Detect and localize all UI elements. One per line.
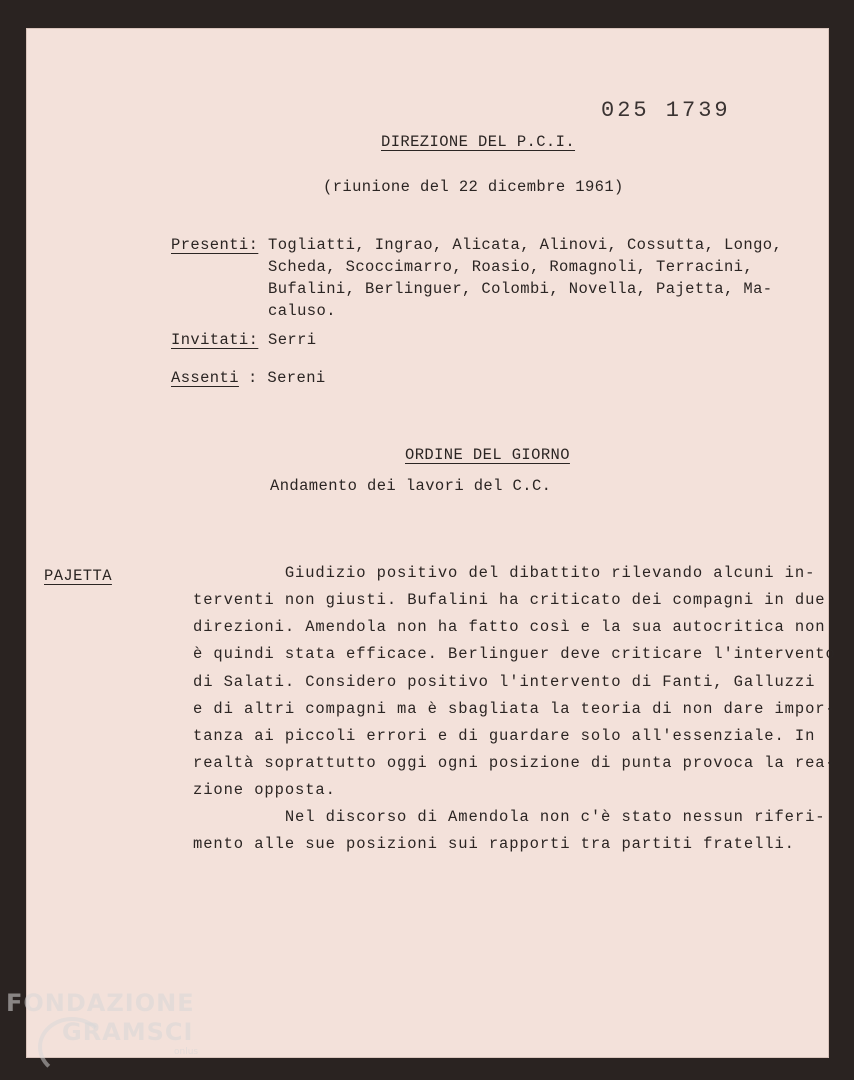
body-line: zione opposta. [193, 781, 336, 799]
body-line: terventi non giusti. Bufalini ha criticato dei compagni in due [193, 591, 826, 609]
agenda-item: Andamento dei lavori del C.C. [270, 477, 552, 495]
body-line: di Salati. Considero positivo l'intervento di Fanti, Galluzzi [193, 673, 816, 691]
meeting-date: (riunione del 22 dicembre 1961) [323, 178, 624, 196]
presenti-line: Bufalini, Berlinguer, Colombi, Novella, Pajetta, Ma- [268, 280, 773, 298]
speaker-name: PAJETTA [44, 567, 112, 585]
assenti-value: : Sereni [248, 369, 326, 387]
assenti-label: Assenti [171, 369, 239, 387]
body-line: Giudizio positivo del dibattito rilevando alcuni in- [193, 564, 816, 582]
invitati-value: Serri [268, 331, 317, 349]
body-line: mento alle sue posizioni sui rapporti tra partiti fratelli. [193, 835, 795, 853]
body-line: tanza ai piccoli errori e di guardare solo all'essenziale. In [193, 727, 816, 745]
fondazione-gramsci-watermark [6, 985, 236, 1075]
presenti-line: caluso. [268, 302, 336, 320]
agenda-title: ORDINE DEL GIORNO [405, 446, 570, 464]
archive-number-stamp: 025 1739 [601, 98, 731, 123]
document-title: DIREZIONE DEL P.C.I. [381, 133, 576, 151]
watermark-suffix: onlus [174, 1047, 199, 1057]
body-line: e di altri compagni ma è sbagliata la teoria di non dare impor- [193, 700, 836, 718]
body-line: Nel discorso di Amendola non c'è stato nessun riferi- [193, 808, 826, 826]
presenti-line: Togliatti, Ingrao, Alicata, Alinovi, Cossutta, Longo, [268, 236, 783, 254]
watermark-line1: FONDAZIONE [6, 989, 195, 1017]
presenti-line: Scheda, Scoccimarro, Roasio, Romagnoli, Terracini, [268, 258, 754, 276]
body-line: è quindi stata efficace. Berlinguer deve criticare l'intervento [193, 645, 836, 663]
body-line: realtà soprattutto oggi ogni posizione di punta provoca la rea- [193, 754, 836, 772]
watermark-line2: GRAMSCI [62, 1018, 194, 1046]
presenti-label: Presenti: [171, 236, 259, 254]
invitati-label: Invitati: [171, 331, 259, 349]
body-line: direzioni. Amendola non ha fatto così e la sua autocritica non [193, 618, 826, 636]
